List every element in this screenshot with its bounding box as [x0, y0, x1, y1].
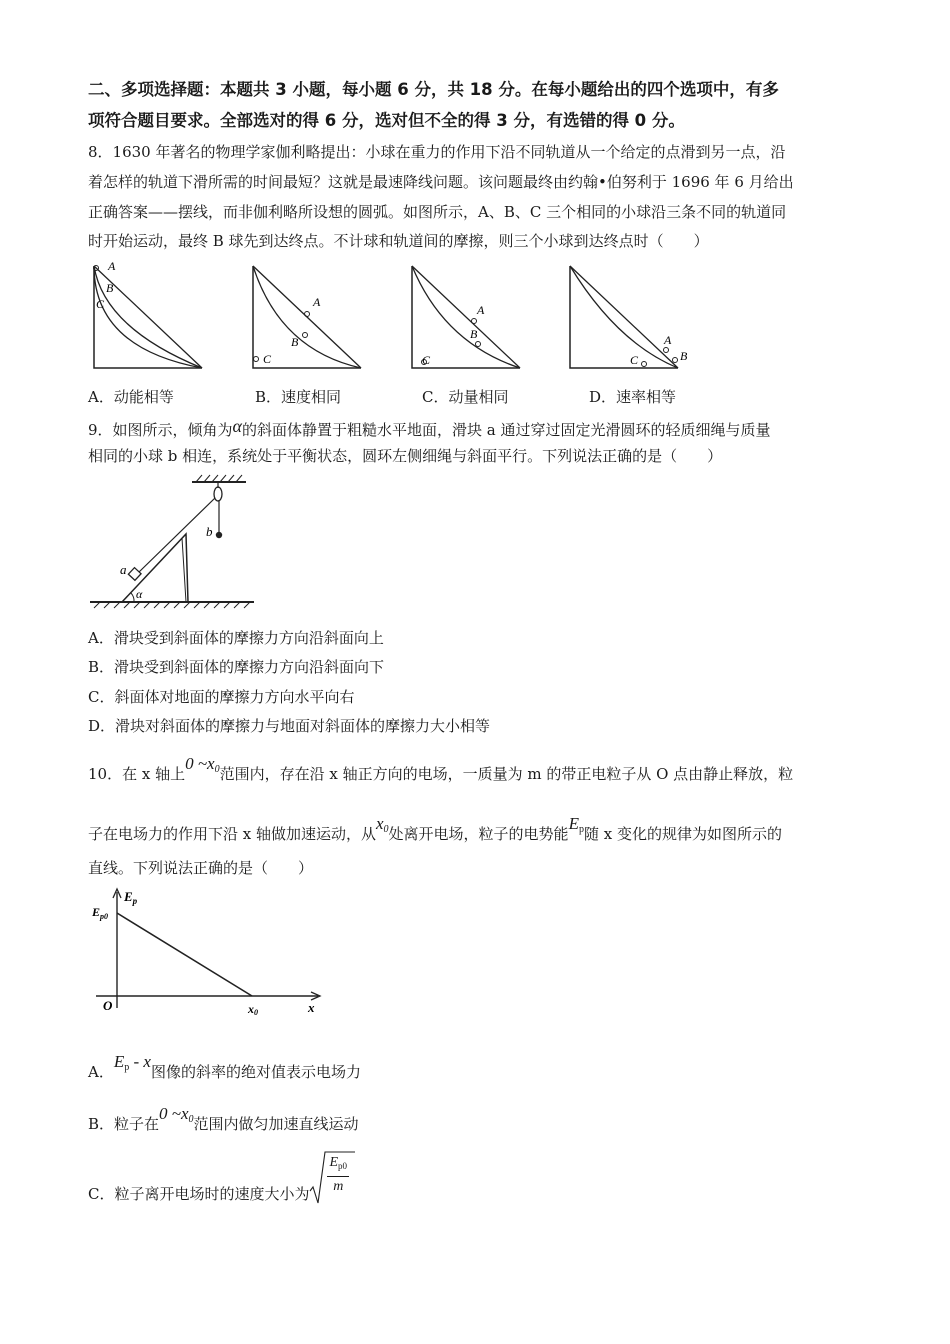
q9-option-d: D．滑块对斜面体的摩擦力与地面对斜面体的摩擦力大小相等	[88, 717, 491, 735]
q8-option-a: A．动能相等	[88, 388, 174, 406]
label-c: C	[96, 297, 105, 311]
q8-option-c: C．动量相同	[422, 388, 509, 406]
q10-option-a: A．$E_p$ - x图像的斜率的绝对值表示电场力	[88, 1052, 361, 1081]
graph-ep0-label: $E_{p0}$	[92, 905, 109, 921]
q10-line3: 直线。下列说法正确的是（ ）	[88, 859, 314, 877]
label-c: C	[630, 353, 639, 367]
block-a-label: a	[120, 562, 127, 577]
q10-line2: 子在电场力的作用下沿 x 轴做加速运动，从$x_0$处离开电场，粒子的电势能$E_p$随 x 变化的规律为如图所示的	[88, 814, 782, 843]
ball-b-label: b	[206, 524, 213, 539]
label-b: B	[106, 281, 114, 295]
q8-figure-3	[404, 258, 529, 376]
section-heading-line2: 项符合题目要求。全部选对的得 6 分，选对但不全的得 3 分，有选错的得 0 分。	[88, 111, 685, 130]
q8-option-b: B．速度相同	[255, 388, 342, 406]
ep-symbol: $E_p$	[568, 814, 584, 835]
q10-line1: 10．在 x 轴上0 $\sim x_0$范围内，存在沿 x 轴正方向的电场，一质量为 m 的带正电粒子从 O 点由静止释放，粒	[88, 754, 794, 783]
graph-x0-label: x0	[248, 1002, 258, 1017]
label-b: B	[680, 349, 688, 363]
label-b: B	[291, 335, 299, 349]
q9-figure	[86, 474, 261, 614]
section-heading-line1: 二、多项选择题：本题共 3 小题，每小题 6 分，共 18 分。在每小题给出的四个选项中，有多	[88, 80, 779, 99]
q8-figure-1	[86, 258, 211, 376]
q9-line1: 9．如图所示，倾角为α的斜面体静置于粗糙水平地面，滑块 a 通过穿过固定光滑圆环的轻质细绳与质量	[88, 416, 771, 439]
label-a: A	[477, 303, 485, 317]
label-c: C	[422, 353, 431, 367]
q10-option-b: B．粒子在0 $\sim x_0$范围内做匀加速直线运动	[88, 1104, 359, 1133]
q8-option-d: D．速率相等	[589, 388, 677, 406]
x0-symbol: $x_0$	[376, 814, 389, 835]
q9-line2: 相同的小球 b 相连，系统处于平衡状态，圆环左侧细绳与斜面平行。下列说法正确的是（ ）	[88, 447, 723, 465]
q8-line1: 8．1630 年著名的物理学家伽利略提出：小球在重力的作用下沿不同轨道从一个给定的点滑到另一点，沿	[88, 143, 786, 161]
label-a: A	[664, 333, 672, 347]
label-c: C	[263, 352, 272, 366]
label-a: A	[313, 295, 321, 309]
q8-figure-2	[245, 258, 370, 376]
q9-option-c: C．斜面体对地面的摩擦力方向水平向右	[88, 688, 355, 706]
label-a: A	[108, 259, 116, 273]
q8-line4: 时开始运动，最终 B 球先到达终点。不计球和轨道间的摩擦，则三个小球到达终点时（ ）	[88, 232, 709, 250]
angle-alpha-label: α	[136, 587, 143, 601]
q9-option-a: A．滑块受到斜面体的摩擦力方向沿斜面向上	[88, 629, 384, 647]
alpha-symbol: α	[232, 416, 242, 436]
graph-xlabel: x	[308, 1000, 315, 1015]
q9-option-b: B．滑块受到斜面体的摩擦力方向沿斜面向下	[88, 658, 385, 676]
label-b: B	[470, 327, 478, 341]
q10-option-c: C．粒子离开电场时的速度大小为 $\frac{E_{p0}}{m}$	[88, 1184, 309, 1204]
q10-graph	[86, 884, 326, 1024]
graph-ylabel: $E_p$	[124, 889, 138, 906]
range-expr: 0 $\sim x_0$	[185, 754, 220, 775]
graph-origin: O	[103, 998, 113, 1013]
q8-line2: 着怎样的轨道下滑所需的时间最短？这就是最速降线问题。该问题最终由约翰•伯努利于 1696 年 6 月给出	[88, 173, 794, 191]
q8-line3: 正确答案——摆线，而非伽利略所设想的圆弧。如图所示，A、B、C 三个相同的小球沿三条不同的轨道同	[88, 203, 787, 221]
q8-figure-4	[562, 258, 697, 376]
